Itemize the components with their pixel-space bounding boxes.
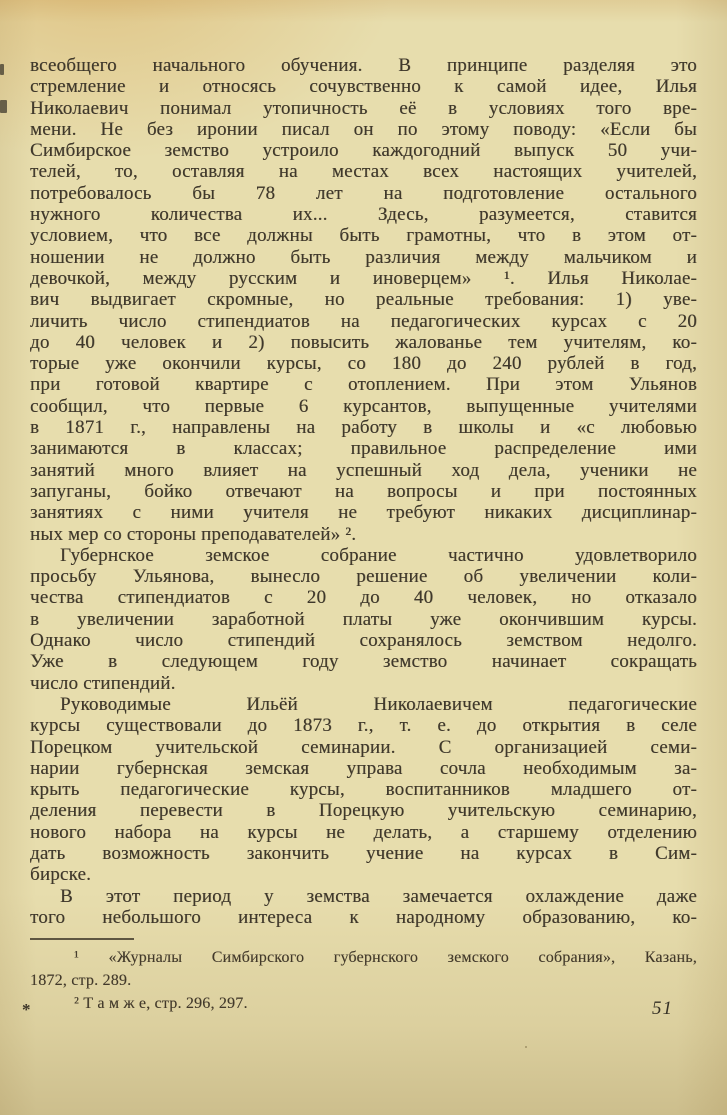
text-line: крыть педагогические курсы, воспитанников младшего от-	[30, 779, 697, 801]
text-line: в увеличении заработной платы уже окончившим курсы.	[30, 608, 697, 630]
text-line: деления перевести в Порецкую учительскую семинарию,	[30, 800, 697, 822]
text-line: телей, то, оставляя на местах всех настоящих учителей,	[30, 161, 697, 183]
text-line: личить число стипендиатов на педагогических курсах с 20	[30, 310, 697, 332]
paragraph	[30, 946, 697, 992]
text-line: Симбирское земство устроило каждогодний выпуск 50 учи-	[30, 140, 697, 162]
text-line: Руководимые Ильёй Николаевичем педагогические	[60, 693, 697, 715]
text-line: стремление и относясь сочувственно к самой идее, Илья	[30, 76, 697, 98]
paper-speck	[525, 1046, 527, 1048]
text-line: ношении не должно быть различия между мальчиком и	[30, 246, 697, 268]
footnote-separator	[30, 938, 134, 940]
text-line: 1872, стр. 289.	[30, 972, 132, 989]
scan-artifact-mark	[0, 100, 7, 113]
text-line: того небольшого интереса к народному образованию, ко-	[30, 906, 697, 928]
text-line: чества стипендиатов с 20 до 40 человек, но отказало	[30, 587, 697, 609]
text-line: ¹ «Журналы Симбирского губернского земского собрания», Казань,	[74, 949, 697, 966]
page-number: 51	[652, 998, 673, 1019]
text-line: вич выдвигает скромные, но реальные требования: 1) уве-	[30, 289, 697, 311]
text-line: занимаются в классах; правильное распределение ими	[30, 438, 697, 460]
text-line: ных мер со стороны преподавателей» ².	[30, 523, 357, 545]
text-line: курсы существовали до 1873 г., т. е. до открытия в селе	[30, 715, 697, 737]
text-line: Губернское земское собрание частично удовлетворило	[60, 544, 697, 566]
text-line: ² Т а м ж е, стр. 296, 297.	[74, 995, 248, 1012]
text-line: В этот период у земства замечается охлаждение даже	[60, 885, 697, 907]
text-line: при готовой квартире с отоплением. При этом Ульянов	[30, 374, 697, 396]
text-line: запуганы, бойко отвечают на вопросы и при постоянных	[30, 480, 697, 502]
scan-artifact-mark	[0, 64, 4, 75]
footer-asterisk: *	[22, 1000, 31, 1019]
text-line: занятий много влияет на успешный ход дела, ученики не	[30, 459, 697, 481]
text-line: дать возможность закончить учение на курсах в Сим-	[30, 842, 697, 864]
paragraph	[30, 55, 697, 545]
text-line: условием, что все должны быть грамотны, что в этом от-	[30, 225, 697, 247]
text-line: торые уже окончили курсы, со 180 до 240 рублей в год,	[30, 353, 697, 375]
text-line: нового набора на курсы не делать, а старшему отделению	[30, 821, 697, 843]
text-line: нужного количества их... Здесь, разумеется, ставится	[30, 204, 697, 226]
text-line: потребовалось бы 78 лет на подготовление остального	[30, 182, 697, 204]
text-line: девочкой, между русским и иноверцем» ¹. Илья Николае-	[30, 267, 697, 289]
text-line: до 40 человек и 2) повысить жалованье тем учителям, ко-	[30, 331, 697, 353]
text-line: Уже в следующем году земство начинает сокращать	[30, 651, 697, 673]
text-line: мени. Не без иронии писал он по этому поводу: «Если бы	[30, 118, 697, 140]
text-line: всеобщего начального обучения. В принципе разделяя это	[30, 55, 697, 76]
text-line: в 1871 г., направлены на работу в школы и «с любовью	[30, 417, 697, 439]
text-line: Порецком учительской семинарии. С организацией семи-	[30, 736, 697, 758]
paragraph	[30, 992, 697, 1015]
text-line: занятиях с ними учителя не требуют никаких дисциплинар-	[30, 502, 697, 524]
text-line: число стипендий.	[30, 672, 176, 694]
paragraph	[30, 886, 697, 929]
body-text	[30, 55, 697, 928]
text-line: Однако число стипендий сохранялось земством недолго.	[30, 630, 697, 652]
paragraph	[30, 694, 697, 886]
text-line: просьбу Ульянова, вынесло решение об увеличении коли-	[30, 566, 697, 588]
text-line: сообщил, что первые 6 курсантов, выпущенные учителями	[30, 395, 697, 417]
paragraph	[30, 545, 697, 694]
footnotes	[30, 946, 697, 1015]
text-line: нарии губернская земская управа сочла необходимым за-	[30, 757, 697, 779]
text-line: бирске.	[30, 864, 92, 886]
text-line: Николаевич понимал утопичность её в условиях того вре-	[30, 97, 697, 119]
